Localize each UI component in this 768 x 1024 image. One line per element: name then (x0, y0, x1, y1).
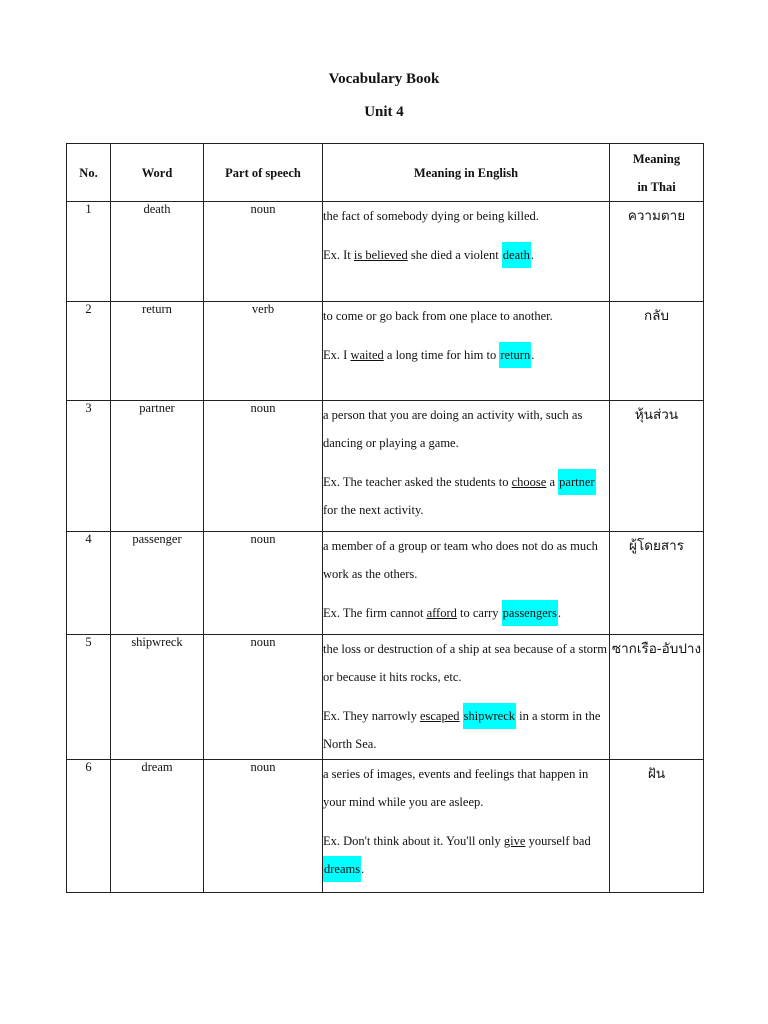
definition-text: a person that you are doing an activity with, such as dancing or playing a game. (323, 408, 583, 450)
example-prefix: Ex. The firm cannot (323, 606, 427, 620)
example-highlighted-word: shipwreck (463, 703, 516, 729)
example-underlined-word: escaped (419, 709, 460, 723)
row-meaning-english (323, 401, 610, 532)
document-title: Vocabulary Book (328, 71, 440, 87)
row-meaning-thai: ความตาย (610, 202, 704, 302)
row-number: 2 (67, 302, 111, 401)
example-suffix: . (361, 862, 365, 876)
row-meaning-thai: ผู้โดยสาร (610, 532, 704, 635)
table-row (67, 202, 704, 302)
example-suffix: for the next activity. (323, 503, 424, 517)
row-meaning-thai: กลับ (610, 302, 704, 401)
example-underlined-word: choose (511, 475, 547, 489)
example-sentence (323, 827, 609, 883)
example-underlined-word: is believed (353, 248, 408, 262)
row-word: return (111, 302, 204, 401)
row-part-of-speech: verb (204, 302, 323, 401)
row-word: dream (111, 760, 204, 893)
header-part-of-speech: Part of speech (204, 144, 323, 202)
row-meaning-english (323, 760, 610, 893)
example-middle: she died a violent (407, 248, 502, 262)
example-underlined-word: waited (350, 348, 384, 362)
example-sentence (323, 241, 609, 269)
table-row (67, 401, 704, 532)
example-prefix: Ex. The teacher asked the students to (323, 475, 512, 489)
example-prefix: Ex. Don't think about it. You'll only (323, 834, 504, 848)
row-meaning-thai: ซากเรือ-อับปาง (610, 635, 704, 760)
example-prefix: Ex. I (323, 348, 351, 362)
row-meaning-english (323, 202, 610, 302)
definition-text: a series of images, events and feelings that happen in your mind while you are asleep. (323, 767, 589, 809)
example-sentence (323, 599, 609, 627)
example-middle: to carry (456, 606, 502, 620)
definition-text: a member of a group or team who does not do as much work as the others. (323, 539, 598, 581)
example-middle: a long time for him to (383, 348, 500, 362)
row-meaning-thai: หุ้นส่วน (610, 401, 704, 532)
example-underlined-word: afford (426, 606, 457, 620)
row-part-of-speech: noun (204, 401, 323, 532)
unit-label: Unit 4 (364, 104, 404, 120)
row-word: partner (111, 401, 204, 532)
header-thai-line1: Meaning (632, 151, 681, 166)
example-middle: a (546, 475, 559, 489)
example-highlighted-word: return (499, 342, 531, 368)
example-suffix: . (557, 606, 561, 620)
example-sentence (323, 702, 609, 758)
header-word: Word (111, 144, 204, 202)
row-word: shipwreck (111, 635, 204, 760)
example-sentence (323, 341, 609, 369)
row-meaning-english (323, 532, 610, 635)
table-row (67, 532, 704, 635)
row-number: 3 (67, 401, 111, 532)
example-sentence (323, 468, 609, 524)
row-word: passenger (111, 532, 204, 635)
example-highlighted-word: dreams (323, 856, 361, 882)
table-row (67, 302, 704, 401)
table-row (67, 635, 704, 760)
table-header-row (67, 144, 704, 202)
example-suffix: . (530, 248, 534, 262)
definition-text: the fact of somebody dying or being killed. (323, 209, 539, 223)
example-prefix: Ex. They narrowly (323, 709, 420, 723)
row-number: 6 (67, 760, 111, 893)
example-prefix: Ex. It (323, 248, 354, 262)
row-part-of-speech: noun (204, 202, 323, 302)
example-underlined-word: give (503, 834, 526, 848)
example-highlighted-word: passengers (502, 600, 558, 626)
example-highlighted-word: partner (558, 469, 595, 495)
row-number: 1 (67, 202, 111, 302)
row-part-of-speech: noun (204, 760, 323, 893)
example-suffix: in a storm in the North Sea. (323, 709, 601, 751)
example-highlighted-word: death (502, 242, 531, 268)
row-meaning-thai: ฝัน (610, 760, 704, 893)
header-meaning-english: Meaning in English (323, 144, 610, 202)
example-suffix: . (531, 348, 535, 362)
example-middle: yourself bad (525, 834, 591, 848)
row-part-of-speech: noun (204, 532, 323, 635)
row-number: 5 (67, 635, 111, 760)
definition-text: the loss or destruction of a ship at sea because of a storm or because it hits rocks, etc. (323, 642, 607, 684)
row-part-of-speech: noun (204, 635, 323, 760)
table-row (67, 760, 704, 893)
header-thai-line2: in Thai (637, 179, 676, 194)
row-meaning-english (323, 635, 610, 760)
header-meaning-thai (610, 144, 704, 202)
row-word: death (111, 202, 204, 302)
row-meaning-english (323, 302, 610, 401)
row-number: 4 (67, 532, 111, 635)
header-no: No. (67, 144, 111, 202)
vocabulary-table (66, 143, 704, 893)
definition-text: to come or go back from one place to another. (323, 309, 553, 323)
